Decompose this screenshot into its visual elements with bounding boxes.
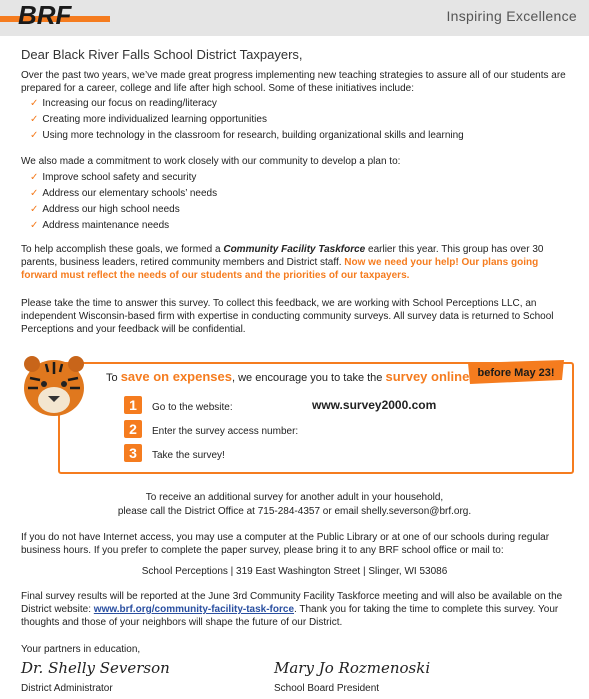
survey-invitation: To save on expenses, we encourage you to take the survey online — [106, 369, 470, 384]
check-icon: ✓ — [30, 220, 39, 231]
initiative-item: ✓ Creating more individualized learning opportunities — [30, 114, 267, 125]
initiative-item: ✓ Using more technology in the classroom for research, building organizational skills and learning — [30, 130, 464, 141]
deadline-banner — [466, 360, 566, 384]
check-icon: ✓ — [30, 204, 39, 215]
signature-severson: Dr. Shelly Severson — [21, 659, 170, 677]
commitment-item: ✓ Address our high school needs — [30, 204, 180, 215]
commitment-intro: We also made a commitment to work closely with our community to develop a plan to: — [21, 156, 401, 167]
intro-paragraph: Over the past two years, we’ve made great progress implementing new teaching strategies to assure all of our students are prepared for a career, college and life after high school. Some of these initiatives include: — [21, 70, 566, 94]
survey-paragraph: Please take the time to answer this survey. To collect this feedback, we are working with School Perceptions LLC, an independent Wisconsin-based firm with expertise in conducting community surveys. All survey data is returned to School Perceptions and your feedback will be confidential. — [21, 298, 554, 335]
tiger-mascot-image — [18, 350, 90, 420]
step-label-1: Go to the website: — [152, 402, 233, 413]
signer-title-rozmenoski: School Board President — [274, 683, 380, 694]
check-icon: ✓ — [30, 114, 39, 125]
step-number-2: 2 — [124, 420, 142, 438]
page-header — [0, 0, 589, 36]
check-icon: ✓ — [30, 188, 39, 199]
commitment-item: ✓ Improve school safety and security — [30, 172, 197, 183]
additional-survey-line-1: To receive an additional survey for another adult in your household, — [145, 492, 444, 503]
svg-text:before May 23!: before May 23! — [477, 367, 555, 379]
taskforce-paragraph: To help accomplish these goals, we formed a Community Facility Taskforce earlier this year. This group has over 30 parents, business leaders, retired community members and District staff. Now we need your help! Our plans going forward must reflect the needs of our students and the priorities of our taxpayers. — [21, 244, 544, 281]
step-label-3: Take the survey! — [152, 450, 225, 461]
mailing-address: School Perceptions | 319 East Washington Street | Slinger, WI 53086 — [141, 566, 448, 577]
check-icon: ✓ — [30, 130, 39, 141]
commitment-item: ✓ Address maintenance needs — [30, 220, 170, 231]
svg-text:BRF: BRF — [18, 2, 72, 28]
check-icon: ✓ — [30, 172, 39, 183]
signer-title-severson: District Administrator — [21, 683, 113, 694]
survey-url[interactable]: www.survey2000.com — [312, 398, 437, 412]
initiative-item: ✓ Increasing our focus on reading/literacy — [30, 98, 217, 109]
district-website-link[interactable]: www.brf.org/community-facility-task-force — [93, 604, 295, 615]
tagline: Inspiring Excellence — [446, 8, 577, 24]
step-number-1: 1 — [124, 396, 142, 414]
greeting: Dear Black River Falls School District Taxpayers, — [21, 47, 303, 62]
check-icon: ✓ — [30, 98, 39, 109]
signature-rozmenoski: Mary Jo Rozmenoski — [274, 659, 431, 677]
step-label-2: Enter the survey access number: — [152, 426, 299, 437]
additional-survey-line-2: please call the District Office at 715-284-4357 or email shelly.severson@brf.org. — [117, 506, 472, 517]
no-internet-paragraph: If you do not have Internet access, you may use a computer at the Public Library or at one of our schools during regular business hours. If you prefer to complete the paper survey, please bring it to any BRF school office or mail to: — [21, 532, 550, 556]
step-number-3: 3 — [124, 444, 142, 462]
brf-logo — [0, 2, 120, 28]
closing: Your partners in education, — [21, 644, 141, 655]
final-paragraph: Final survey results will be reported at the June 3rd Community Facility Taskforce meeting and will also be available on the District website: www.brf.org/community-facility-task-force. Thank you for taking the time to complete this survey. Your thoughts and those of your neighbors will shape the future of our District. — [21, 591, 563, 628]
commitment-item: ✓ Address our elementary schools’ needs — [30, 188, 218, 199]
